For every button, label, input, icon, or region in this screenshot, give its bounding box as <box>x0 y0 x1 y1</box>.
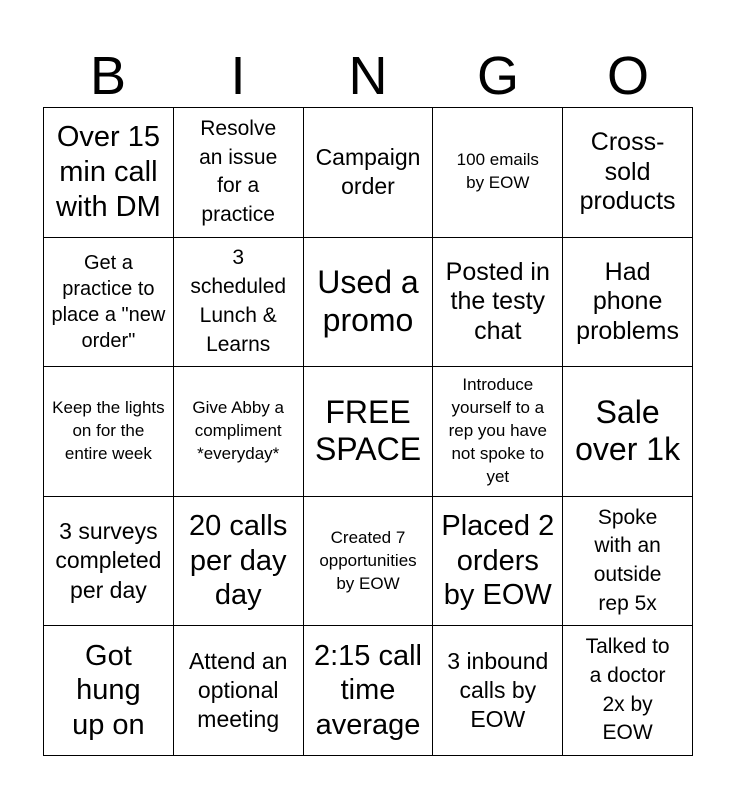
bingo-cell-r3c5[interactable] <box>563 367 693 497</box>
cell-text: Got hung up on <box>72 639 145 742</box>
bingo-cell-r4c5[interactable] <box>563 497 693 627</box>
cell-text: Give Abby a compliment *everyday* <box>192 398 285 463</box>
cell-text: 3 scheduled Lunch & Learns <box>190 246 287 356</box>
cell-text: 100 emails by EOW <box>456 150 539 193</box>
header-letter-n: N <box>348 46 388 106</box>
cell-text: 3 surveys completed per day <box>55 518 162 603</box>
cell-text: Over 15 min call with DM <box>56 121 161 223</box>
cell-text: Attend an optional meeting <box>188 647 288 733</box>
bingo-cell-r5c5[interactable] <box>563 626 693 756</box>
bingo-cell-r1c1[interactable] <box>44 108 174 238</box>
cell-text: 20 calls per day day <box>189 509 288 612</box>
bingo-board <box>43 107 693 756</box>
bingo-header <box>43 44 693 108</box>
bingo-cell-r1c5[interactable] <box>563 108 693 238</box>
bingo-cell-r2c4[interactable] <box>433 238 563 368</box>
bingo-cell-r5c3[interactable] <box>304 626 434 756</box>
bingo-cell-r4c2[interactable] <box>174 497 304 627</box>
bingo-cell-r4c1[interactable] <box>44 497 174 627</box>
cell-text: Resolve an issue for a practice <box>199 116 278 227</box>
bingo-cell-r4c3[interactable] <box>304 497 434 627</box>
bingo-cell-r3c2[interactable] <box>174 367 304 497</box>
free-space-label: FREE SPACE <box>314 394 422 468</box>
bingo-cell-r2c1[interactable] <box>44 238 174 368</box>
bingo-cell-r2c2[interactable] <box>174 238 304 368</box>
cell-text: Keep the lights on for the entire week <box>52 398 165 463</box>
bingo-cell-r3c3 free-space[interactable] <box>304 367 434 497</box>
bingo-cell-r5c1[interactable] <box>44 626 174 756</box>
cell-text: Used a promo <box>317 264 419 338</box>
cell-text: Created 7 opportunities by EOW <box>319 527 417 593</box>
header-letter-g: G <box>476 46 519 106</box>
bingo-cell-r2c3[interactable] <box>304 238 434 368</box>
cell-text: Had phone problems <box>576 258 679 345</box>
bingo-cell-r1c4[interactable] <box>433 108 563 238</box>
bingo-cell-r3c1[interactable] <box>44 367 174 497</box>
cell-text: 2:15 call time average <box>313 639 422 742</box>
cell-text: Placed 2 orders by EOW <box>441 509 555 612</box>
cell-text: 3 inbound calls by EOW <box>447 647 549 733</box>
bingo-cell-r3c4[interactable] <box>433 367 563 497</box>
header-letter-i: I <box>230 46 246 106</box>
header-letter-b: B <box>89 46 127 106</box>
cell-text: Posted in the testy chat <box>445 258 550 345</box>
cell-text: Spoke with an outside rep 5x <box>593 505 662 615</box>
bingo-cell-r5c4[interactable] <box>433 626 563 756</box>
header-letter-o: O <box>606 46 649 106</box>
bingo-cell-r5c2[interactable] <box>174 626 304 756</box>
bingo-cell-r1c3[interactable] <box>304 108 434 238</box>
cell-text: Sale over 1k <box>575 394 681 468</box>
cell-text: Get a practice to place a "new order" <box>51 251 166 352</box>
cell-text: Talked to a doctor 2x by EOW <box>585 635 670 745</box>
bingo-cell-r2c5[interactable] <box>563 238 693 368</box>
cell-text: Cross-sold products <box>579 128 676 215</box>
cell-text: Introduce yourself to a rep you have not spoke to yet <box>448 375 547 486</box>
bingo-cell-r1c2[interactable] <box>174 108 304 238</box>
cell-text: Campaign order <box>315 144 421 200</box>
bingo-cell-r4c4[interactable] <box>433 497 563 627</box>
